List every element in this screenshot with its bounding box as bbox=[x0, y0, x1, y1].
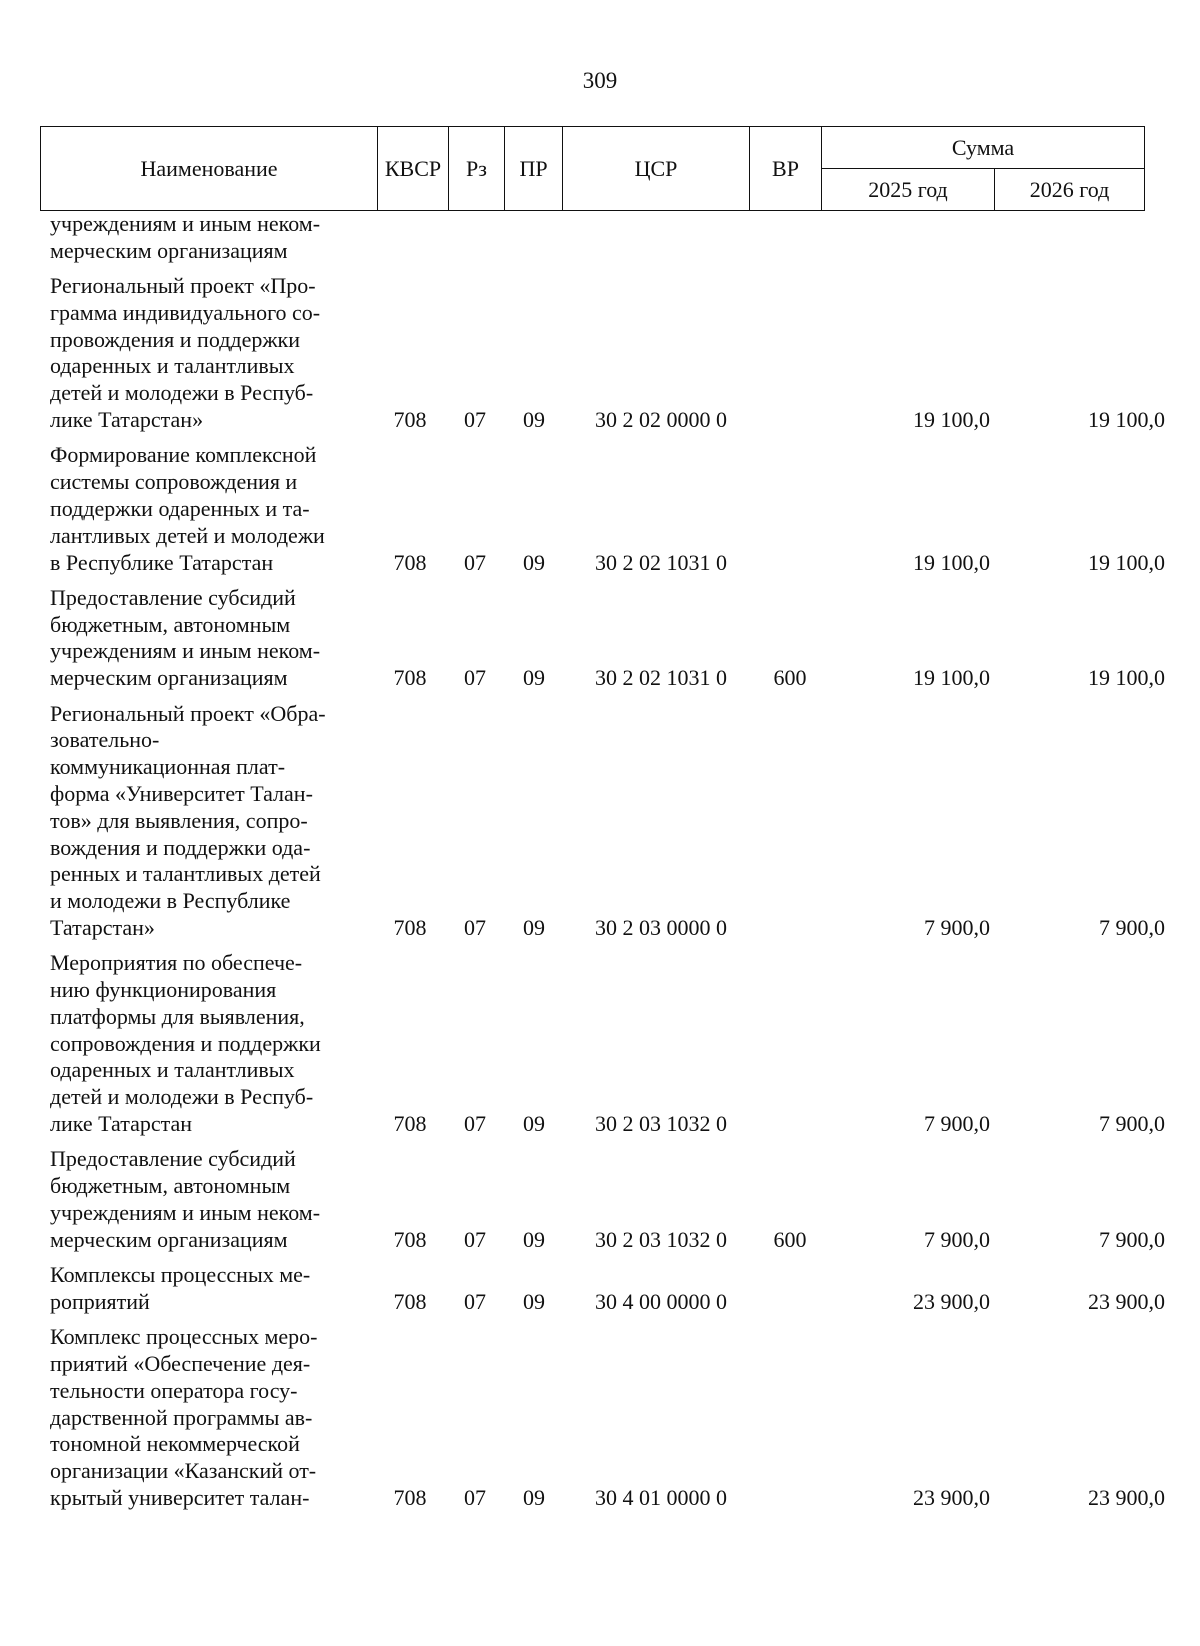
row-name-line: форма «Университет Талан- bbox=[50, 780, 313, 806]
row-name-line: Предоставление субсидий bbox=[50, 584, 296, 610]
row-name-line: тов» для выявления, сопро- bbox=[50, 807, 308, 833]
row-name-line: зовательно- bbox=[50, 727, 160, 753]
rz-cell: 07 bbox=[464, 549, 486, 575]
row-name bbox=[50, 1262, 364, 1316]
rz-cell: 07 bbox=[464, 1484, 486, 1510]
csr-cell: 30 2 03 0000 0 bbox=[595, 914, 727, 940]
row-name-line: лантливых детей и молодежи bbox=[50, 522, 325, 548]
sum-2026-cell: 19 100,0 bbox=[1088, 549, 1165, 575]
row-name-line: Формирование комплексной bbox=[50, 442, 317, 468]
row-name bbox=[50, 1146, 364, 1253]
row-name-line: Региональный проект «Обра- bbox=[50, 700, 326, 726]
header-year-2025: 2025 год bbox=[822, 169, 995, 211]
row-name-line: лике Татарстан bbox=[50, 1111, 193, 1137]
row-name-line: в Республике Татарстан bbox=[50, 549, 274, 575]
vr-cell: 600 bbox=[773, 1226, 807, 1252]
sum-2026-cell: 7 900,0 bbox=[1099, 1111, 1165, 1137]
row-name-line: организации «Казанский от- bbox=[50, 1458, 317, 1484]
table-row bbox=[0, 442, 1200, 576]
row-name-line: коммуникационная плат- bbox=[50, 754, 286, 780]
sum-2026-cell: 19 100,0 bbox=[1088, 407, 1165, 433]
sum-2025-cell: 7 900,0 bbox=[924, 914, 990, 940]
sum-2025-cell: 7 900,0 bbox=[924, 1226, 990, 1252]
rz-cell: 07 bbox=[464, 1226, 486, 1252]
row-name bbox=[50, 211, 364, 265]
row-name bbox=[50, 273, 364, 434]
row-name-line: учреждениям и иным неком- bbox=[50, 1199, 321, 1225]
row-name-line: грамма индивидуального со- bbox=[50, 299, 321, 325]
header-sum: Сумма bbox=[822, 127, 1145, 169]
header-year-2026: 2026 год bbox=[995, 169, 1145, 211]
table-row bbox=[0, 1262, 1200, 1316]
table-row bbox=[0, 701, 1200, 942]
kvsr-cell: 708 bbox=[393, 665, 427, 691]
pr-cell: 09 bbox=[523, 1288, 545, 1314]
row-name-line: провождения и поддержки bbox=[50, 326, 301, 352]
row-name-line: приятий «Обеспечение дея- bbox=[50, 1350, 311, 1376]
row-name bbox=[50, 701, 364, 942]
csr-cell: 30 2 02 1031 0 bbox=[595, 665, 727, 691]
table-row bbox=[0, 1324, 1200, 1512]
kvsr-cell: 708 bbox=[393, 1226, 427, 1252]
csr-cell: 30 2 02 0000 0 bbox=[595, 407, 727, 433]
table-row bbox=[0, 585, 1200, 692]
header-vr: ВР bbox=[750, 127, 822, 211]
sum-2025-cell: 19 100,0 bbox=[913, 549, 990, 575]
rz-cell: 07 bbox=[464, 1111, 486, 1137]
csr-cell: 30 4 01 0000 0 bbox=[595, 1484, 727, 1510]
kvsr-cell: 708 bbox=[393, 1288, 427, 1314]
row-name-line: мерческим организациям bbox=[50, 237, 288, 263]
row-name-line: вождения и поддержки ода- bbox=[50, 834, 311, 860]
sum-2026-cell: 23 900,0 bbox=[1088, 1288, 1165, 1314]
row-name-line: и молодежи в Республике bbox=[50, 888, 291, 914]
vr-cell: 600 bbox=[773, 665, 807, 691]
kvsr-cell: 708 bbox=[393, 1111, 427, 1137]
row-name-line: бюджетным, автономным bbox=[50, 1173, 291, 1199]
row-name-line: Мероприятия по обеспече- bbox=[50, 950, 303, 976]
csr-cell: 30 4 00 0000 0 bbox=[595, 1288, 727, 1314]
kvsr-cell: 708 bbox=[393, 914, 427, 940]
kvsr-cell: 708 bbox=[393, 407, 427, 433]
row-name-line: тономной некоммерческой bbox=[50, 1431, 300, 1457]
row-name-line: детей и молодежи в Респуб- bbox=[50, 1084, 314, 1110]
row-name bbox=[50, 442, 364, 576]
sum-2025-cell: 7 900,0 bbox=[924, 1111, 990, 1137]
row-name-line: одаренных и талантливых bbox=[50, 1057, 295, 1083]
page-number: 309 bbox=[582, 68, 618, 93]
rz-cell: 07 bbox=[464, 407, 486, 433]
rz-cell: 07 bbox=[464, 914, 486, 940]
row-name-line: дарственной программы ав- bbox=[50, 1404, 313, 1430]
row-name-line: платформы для выявления, bbox=[50, 1003, 305, 1029]
table-row bbox=[0, 273, 1200, 434]
row-name-line: Предоставление субсидий bbox=[50, 1146, 296, 1172]
pr-cell: 09 bbox=[523, 407, 545, 433]
csr-cell: 30 2 03 1032 0 bbox=[595, 1111, 727, 1137]
row-name-line: одаренных и талантливых bbox=[50, 353, 295, 379]
pr-cell: 09 bbox=[523, 1111, 545, 1137]
row-name-line: мерческим организациям bbox=[50, 1226, 288, 1252]
row-name-line: тельности оператора госу- bbox=[50, 1377, 298, 1403]
header-pr: ПР bbox=[505, 127, 563, 211]
sum-2025-cell: 19 100,0 bbox=[913, 665, 990, 691]
row-name-line: системы сопровождения и bbox=[50, 469, 298, 495]
row-name-line: роприятий bbox=[50, 1288, 150, 1314]
header-csr: ЦСР bbox=[563, 127, 750, 211]
row-name-line: лике Татарстан» bbox=[50, 407, 204, 433]
row-name bbox=[50, 1324, 364, 1512]
header-kvsr: КВСР bbox=[378, 127, 449, 211]
sum-2026-cell: 7 900,0 bbox=[1099, 914, 1165, 940]
header-rz: Рз bbox=[449, 127, 505, 211]
row-name-line: Татарстан» bbox=[50, 914, 155, 940]
row-name bbox=[50, 585, 364, 692]
sum-2026-cell: 23 900,0 bbox=[1088, 1484, 1165, 1510]
table-header bbox=[40, 126, 1145, 211]
row-name-line: Региональный проект «Про- bbox=[50, 273, 316, 299]
table-row bbox=[0, 211, 1200, 265]
pr-cell: 09 bbox=[523, 1226, 545, 1252]
row-name-line: бюджетным, автономным bbox=[50, 611, 291, 637]
row-name-line: нию функционирования bbox=[50, 977, 277, 1003]
row-name-line: сопровождения и поддержки bbox=[50, 1030, 321, 1056]
sum-2025-cell: 23 900,0 bbox=[913, 1484, 990, 1510]
pr-cell: 09 bbox=[523, 914, 545, 940]
rz-cell: 07 bbox=[464, 1288, 486, 1314]
row-name bbox=[50, 950, 364, 1138]
kvsr-cell: 708 bbox=[393, 1484, 427, 1510]
row-name-line: поддержки одаренных и та- bbox=[50, 495, 310, 521]
rz-cell: 07 bbox=[464, 665, 486, 691]
pr-cell: 09 bbox=[523, 549, 545, 575]
pr-cell: 09 bbox=[523, 665, 545, 691]
csr-cell: 30 2 03 1032 0 bbox=[595, 1226, 727, 1252]
row-name-line: мерческим организациям bbox=[50, 665, 288, 691]
row-name-line: учреждениям и иным неком- bbox=[50, 211, 321, 236]
row-name-line: ренных и талантливых детей bbox=[50, 861, 321, 887]
row-name-line: учреждениям и иным неком- bbox=[50, 638, 321, 664]
kvsr-cell: 708 bbox=[393, 549, 427, 575]
csr-cell: 30 2 02 1031 0 bbox=[595, 549, 727, 575]
sum-2025-cell: 19 100,0 bbox=[913, 407, 990, 433]
sum-2025-cell: 23 900,0 bbox=[913, 1288, 990, 1314]
row-name-line: Комплекс процессных меро- bbox=[50, 1324, 318, 1350]
pr-cell: 09 bbox=[523, 1484, 545, 1510]
sum-2026-cell: 19 100,0 bbox=[1088, 665, 1165, 691]
row-name-line: детей и молодежи в Респуб- bbox=[50, 380, 314, 406]
header-name: Наименование bbox=[41, 127, 378, 211]
row-name-line: крытый университет талан- bbox=[50, 1484, 310, 1510]
table-row bbox=[0, 950, 1200, 1138]
table-row bbox=[0, 1146, 1200, 1253]
sum-2026-cell: 7 900,0 bbox=[1099, 1226, 1165, 1252]
row-name-line: Комплексы процессных ме- bbox=[50, 1262, 311, 1288]
